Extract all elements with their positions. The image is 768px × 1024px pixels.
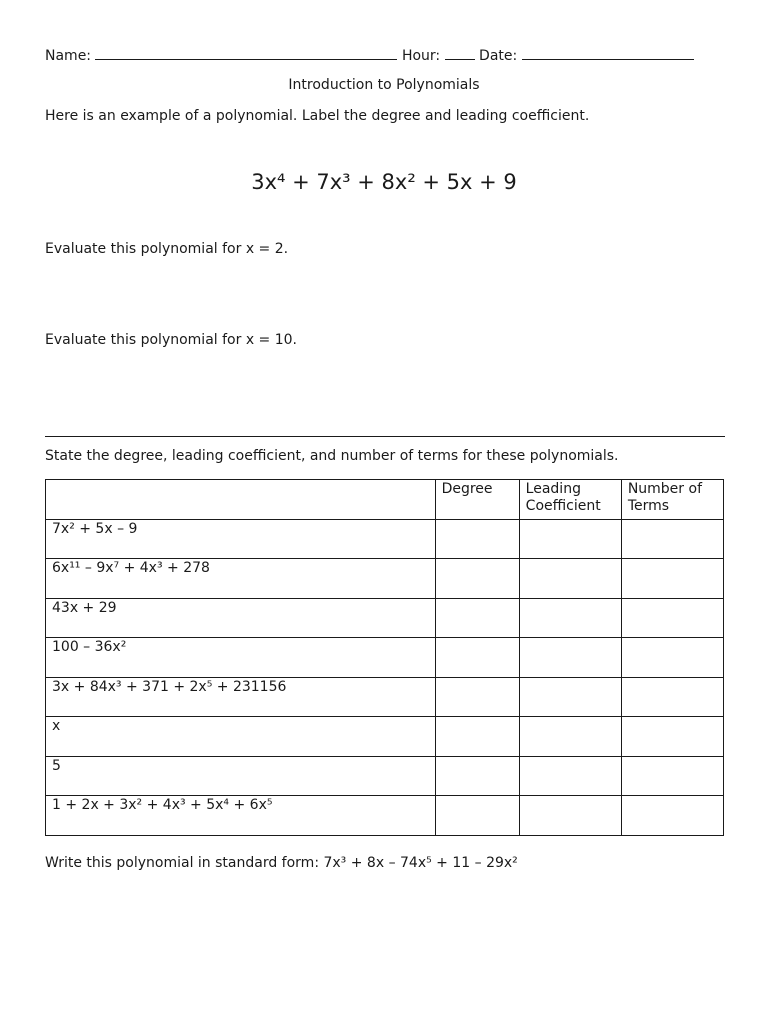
table-row xyxy=(46,677,724,717)
polynomial-cell: 100 – 36x² xyxy=(46,638,436,678)
number-of-terms-answer-cell[interactable] xyxy=(621,677,723,717)
hour-blank[interactable] xyxy=(445,45,475,60)
worksheet-title: Introduction to Polynomials xyxy=(288,77,480,93)
polynomial-cell: 3x + 84x³ + 371 + 2x⁵ + 231156 xyxy=(46,677,436,717)
state-instruction: State the degree, leading coefficient, and number of terms for these polynomials. xyxy=(45,448,619,464)
leading-coefficient-answer-cell[interactable] xyxy=(519,796,621,836)
polynomial-cell: 1 + 2x + 3x² + 4x³ + 5x⁴ + 6x⁵ xyxy=(46,796,436,836)
leading-coefficient-answer-cell[interactable] xyxy=(519,677,621,717)
degree-answer-cell[interactable] xyxy=(435,677,519,717)
standard-form-prompt: Write this polynomial in standard form: 7x³ + 8x – 74x⁵ + 11 – 29x² xyxy=(45,855,518,871)
number-of-terms-answer-cell[interactable] xyxy=(621,559,723,599)
header-leading-coefficient: Leading Coefficient xyxy=(519,480,621,520)
leading-coefficient-answer-cell[interactable] xyxy=(519,519,621,559)
name-blank[interactable] xyxy=(95,45,397,60)
evaluate-x10-question: Evaluate this polynomial for x = 10. xyxy=(45,332,297,348)
polynomial-cell: x xyxy=(46,717,436,757)
leading-coefficient-answer-cell[interactable] xyxy=(519,756,621,796)
degree-answer-cell[interactable] xyxy=(435,796,519,836)
evaluate-x2-question: Evaluate this polynomial for x = 2. xyxy=(45,241,289,257)
polynomial-cell: 7x² + 5x – 9 xyxy=(46,519,436,559)
polynomial-cell: 6x¹¹ – 9x⁷ + 4x³ + 278 xyxy=(46,559,436,599)
header-line xyxy=(45,45,694,64)
number-of-terms-answer-cell[interactable] xyxy=(621,796,723,836)
example-polynomial xyxy=(0,170,768,194)
leading-coefficient-answer-cell[interactable] xyxy=(519,559,621,599)
table-row xyxy=(46,717,724,757)
hour-label: Hour: xyxy=(401,48,441,64)
example-polynomial-text: 3x⁴ + 7x³ + 8x² + 5x + 9 xyxy=(251,170,517,194)
table-header-row xyxy=(46,480,724,520)
intro-instruction: Here is an example of a polynomial. Label the degree and leading coefficient. xyxy=(45,108,590,124)
header-degree: Degree xyxy=(435,480,519,520)
table-row xyxy=(46,796,724,836)
table-row xyxy=(46,559,724,599)
date-blank[interactable] xyxy=(522,45,694,60)
number-of-terms-answer-cell[interactable] xyxy=(621,717,723,757)
header-number-of-terms: Number of Terms xyxy=(621,480,723,520)
degree-answer-cell[interactable] xyxy=(435,598,519,638)
polynomial-cell: 43x + 29 xyxy=(46,598,436,638)
degree-answer-cell[interactable] xyxy=(435,559,519,599)
section-divider xyxy=(45,436,725,437)
table-row xyxy=(46,598,724,638)
table-row xyxy=(46,638,724,678)
number-of-terms-answer-cell[interactable] xyxy=(621,756,723,796)
name-label: Name: xyxy=(45,48,92,64)
degree-answer-cell[interactable] xyxy=(435,638,519,678)
header-polynomial xyxy=(46,480,436,520)
leading-coefficient-answer-cell[interactable] xyxy=(519,717,621,757)
degree-answer-cell[interactable] xyxy=(435,519,519,559)
number-of-terms-answer-cell[interactable] xyxy=(621,598,723,638)
table-row xyxy=(46,756,724,796)
polynomial-cell: 5 xyxy=(46,756,436,796)
date-label: Date: xyxy=(479,48,518,64)
number-of-terms-answer-cell[interactable] xyxy=(621,638,723,678)
polynomial-table xyxy=(45,479,724,836)
table-row xyxy=(46,519,724,559)
degree-answer-cell[interactable] xyxy=(435,717,519,757)
number-of-terms-answer-cell[interactable] xyxy=(621,519,723,559)
leading-coefficient-answer-cell[interactable] xyxy=(519,638,621,678)
leading-coefficient-answer-cell[interactable] xyxy=(519,598,621,638)
degree-answer-cell[interactable] xyxy=(435,756,519,796)
